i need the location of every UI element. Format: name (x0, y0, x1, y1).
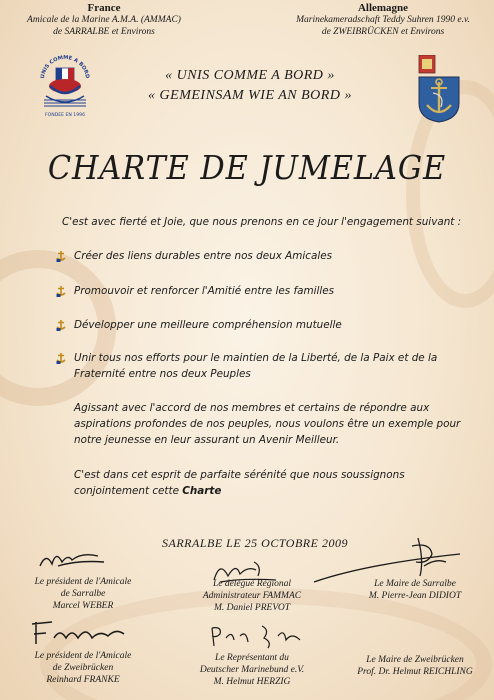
list-item (54, 283, 474, 299)
list-item (54, 317, 474, 333)
list-item (54, 248, 474, 264)
signatory-name: Prof. Dr. Helmut REICHLING (357, 667, 473, 677)
motto-french: « UNIS COMME A BORD » (165, 68, 335, 83)
document-title: CHARTE DE JUMELAGE (47, 148, 447, 187)
header-line: de ZWEIBRÜCKEN et Environs (321, 27, 445, 37)
signatory-role: Le président de l'Amicale (34, 651, 132, 661)
header-france (4, 2, 204, 38)
signatory-role: Le délégué Régional (212, 579, 292, 589)
signatory-president-zweibrucken (8, 650, 158, 686)
signatory-president-sarralbe (8, 576, 158, 612)
signatory-role: Le Maire de Sarralbe (374, 579, 456, 589)
signatory-mayor-sarralbe (340, 578, 490, 602)
signatory-delegate-fammac (172, 578, 332, 614)
signatory-role: de Zweibrücken (52, 663, 114, 673)
signature-franke-icon (30, 618, 130, 648)
header-line: Marinekameradschaft Teddy Suhren 1990 e.v. (296, 15, 470, 25)
anchor-bullet-icon (54, 352, 68, 364)
signatory-role: Deutscher Marinebund e.V. (199, 665, 305, 675)
anchor-bullet-icon (54, 319, 68, 331)
header-country: France (87, 2, 121, 14)
logo-bottom-text: FONDEE EN 1996 (45, 113, 85, 118)
anchor-bullet-icon (54, 285, 68, 297)
ammac-logo-icon (36, 50, 94, 124)
signatory-role: Le Maire de Zweibrücken (366, 655, 464, 665)
signatory-name: M. Pierre-Jean DIDIOT (368, 591, 462, 601)
signatory-role: Le Représentant du (215, 653, 289, 663)
motto-german: « GEMEINSAM WIE AN BORD » (148, 88, 352, 103)
header-country: Allemagne (357, 2, 409, 14)
header-germany (278, 2, 488, 38)
signature-herzig-icon (206, 622, 306, 652)
signatory-role: Le président de l'Amicale (34, 577, 132, 587)
bullet-text: Promouvoir et renforcer l'Amitié entre les familles (74, 285, 335, 297)
closing-text: C'est dans cet esprit de parfaite sérénité que nous soussignons conjointement cette (74, 469, 405, 497)
signatory-role: de Sarralbe (60, 589, 106, 599)
anchor-shield-logo-icon (417, 55, 461, 123)
bullet-text: Créer des liens durables entre nos deux Amicales (74, 250, 333, 262)
logo-arc-text: UNIS COMME A BORD (39, 54, 91, 79)
signature-weber-icon (38, 546, 108, 572)
closing-paragraph (74, 467, 464, 499)
intro-text: C'est avec fierté et Joie, que nous prenons en ce jour l'engagement suivant : (62, 216, 462, 228)
signatory-name: Marcel WEBER (52, 601, 114, 611)
signatory-mayor-zweibrucken (340, 654, 490, 678)
anchor-bullet-icon (54, 250, 68, 262)
bullet-text: Unir tous nos efforts pour le maintien de la Liberté, de la Paix et de la Fraternité entre nos deux Peuples (74, 352, 438, 380)
charter-word: Charte (182, 485, 222, 497)
signatory-role: Administrateur FAMMAC (202, 591, 302, 601)
signatory-name: M. Helmut HERZIG (213, 677, 291, 687)
bullet-text: Développer une meilleure compréhension mutuelle (74, 319, 342, 331)
signatory-name: M. Daniel PREVOT (214, 603, 290, 613)
header-line: Amicale de la Marine A.M.A. (AMMAC) (27, 15, 181, 25)
header-line: de SARRALBE et Environs (53, 27, 155, 37)
commitment-paragraph: Agissant avec l'accord de nos membres et certains de répondre aux aspirations profondes de nos peuples, nous voulons être un exemple pour notre jeunesse en leur assurant un Avenir Meilleur. (74, 402, 461, 446)
signing-date: SARRALBE LE 25 OCTOBRE 2009 (162, 536, 348, 550)
signatory-name: Reinhard FRANKE (46, 675, 120, 685)
list-item (54, 350, 474, 382)
signatory-representative-marinebund (172, 652, 332, 688)
